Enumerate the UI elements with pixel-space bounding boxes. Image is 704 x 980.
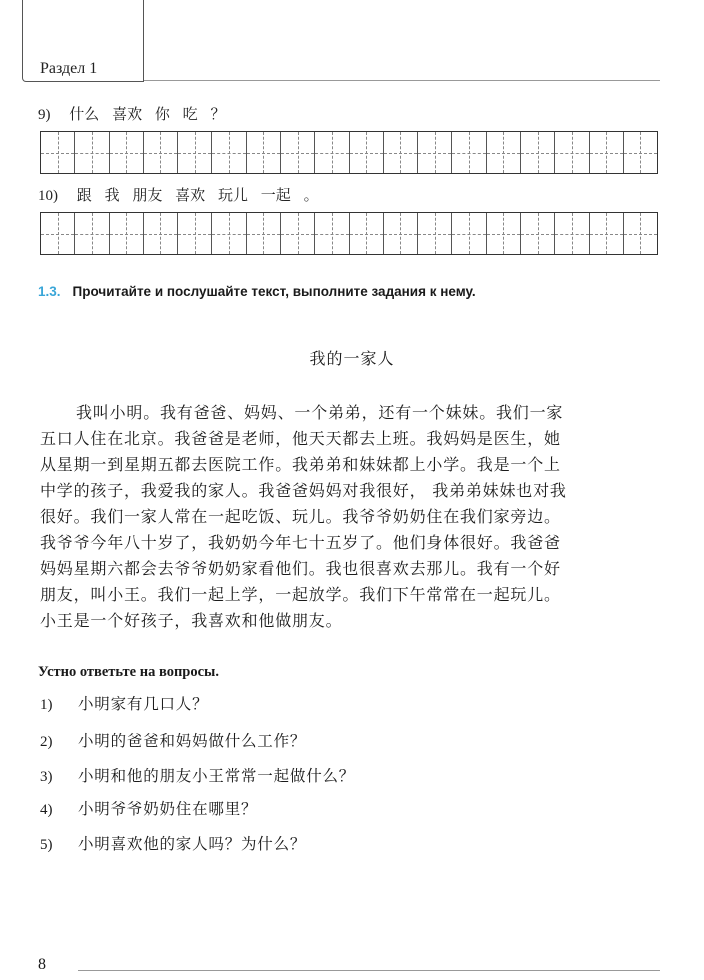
question-item xyxy=(40,832,306,854)
grid-cell[interactable] xyxy=(110,213,144,254)
exercise-number: 9) xyxy=(38,107,51,123)
word-token: 跟 xyxy=(76,186,92,204)
question-number: 3) xyxy=(40,769,53,785)
question-item xyxy=(40,692,208,714)
grid-cell[interactable] xyxy=(281,132,315,173)
task-number: 1.3. xyxy=(38,284,61,299)
word-token: 你 xyxy=(154,105,170,123)
exercise-10-prompt xyxy=(38,184,327,205)
grid-cell[interactable] xyxy=(247,132,281,173)
grid-cell[interactable] xyxy=(75,132,109,173)
passage-line: 小王是一个好孩子，我喜欢和他做朋友。 xyxy=(40,611,343,630)
grid-cell[interactable] xyxy=(452,213,486,254)
question-number: 5) xyxy=(40,837,53,853)
header-rule xyxy=(144,80,660,81)
footer-rule xyxy=(78,970,660,971)
question-item xyxy=(40,764,355,786)
task-heading xyxy=(38,284,476,299)
grid-cell[interactable] xyxy=(590,132,624,173)
word-token: 。 xyxy=(303,186,319,204)
page-number: 8 xyxy=(38,956,46,973)
passage-title: 我的一家人 xyxy=(309,349,395,368)
grid-cell[interactable] xyxy=(41,132,75,173)
grid-cell[interactable] xyxy=(418,132,452,173)
grid-cell[interactable] xyxy=(178,213,212,254)
grid-cell[interactable] xyxy=(590,213,624,254)
grid-cell[interactable] xyxy=(315,132,349,173)
word-token: 吃 xyxy=(182,105,198,123)
word-token: 喜欢 xyxy=(175,186,206,204)
word-token: 朋友 xyxy=(132,186,163,204)
question-item xyxy=(40,729,306,751)
writing-grid-9[interactable] xyxy=(40,131,658,174)
question-number: 4) xyxy=(40,802,53,818)
grid-cell[interactable] xyxy=(350,213,384,254)
question-number: 1) xyxy=(40,697,53,713)
writing-grid-10[interactable] xyxy=(40,212,658,255)
passage-line: 五口人住在北京。我爸爸是老师，他天天都去上班。我妈妈是医生，她 xyxy=(40,429,561,448)
grid-cell[interactable] xyxy=(555,213,589,254)
grid-cell[interactable] xyxy=(350,132,384,173)
question-text: 小明喜欢他的家人吗？为什么？ xyxy=(78,835,307,853)
grid-cell[interactable] xyxy=(110,132,144,173)
grid-cell[interactable] xyxy=(178,132,212,173)
passage-line: 我爷爷今年八十岁了，我奶奶今年七十五岁了。他们身体很好。我爸爸 xyxy=(40,533,561,552)
grid-cell[interactable] xyxy=(624,132,657,173)
word-token: 我 xyxy=(104,186,120,204)
grid-cell[interactable] xyxy=(624,213,657,254)
grid-cell[interactable] xyxy=(144,132,178,173)
word-token: 玩儿 xyxy=(217,186,248,204)
question-text: 小明家有几口人？ xyxy=(78,695,209,713)
grid-cell[interactable] xyxy=(144,213,178,254)
exercise-9-prompt xyxy=(38,103,233,124)
questions-heading: Устно ответьте на вопросы. xyxy=(38,664,219,680)
section-label: Раздел 1 xyxy=(40,60,98,77)
grid-cell[interactable] xyxy=(384,132,418,173)
grid-cell[interactable] xyxy=(212,132,246,173)
question-item xyxy=(40,797,257,819)
grid-cell[interactable] xyxy=(41,213,75,254)
passage-line: 中学的孩子，我爱我的家人。我爸爸妈妈对我很好， 我弟弟妹妹也对我 xyxy=(40,481,567,500)
question-number: 2) xyxy=(40,734,53,750)
word-token: 一起 xyxy=(260,186,291,204)
grid-cell[interactable] xyxy=(281,213,315,254)
grid-cell[interactable] xyxy=(487,213,521,254)
grid-cell[interactable] xyxy=(384,213,418,254)
grid-cell[interactable] xyxy=(75,213,109,254)
exercise-number: 10) xyxy=(38,188,58,204)
grid-cell[interactable] xyxy=(315,213,349,254)
passage-line: 我叫小明。我有爸爸、妈妈、一个弟弟，还有一个妹妹。我们一家 xyxy=(76,403,564,422)
question-text: 小明的爸爸和妈妈做什么工作？ xyxy=(78,732,307,750)
grid-cell[interactable] xyxy=(555,132,589,173)
word-token: ？ xyxy=(210,105,226,123)
grid-cell[interactable] xyxy=(247,213,281,254)
grid-cell[interactable] xyxy=(452,132,486,173)
task-instruction: Прочитайте и послушайте текст, выполните задания к нему. xyxy=(72,284,476,299)
grid-cell[interactable] xyxy=(521,213,555,254)
question-text: 小明爷爷奶奶住在哪里？ xyxy=(78,800,258,818)
grid-cell[interactable] xyxy=(418,213,452,254)
passage-line: 妈妈星期六都会去爷爷奶奶家看他们。我也很喜欢去那儿。我有一个好 xyxy=(40,559,561,578)
word-token: 什么 xyxy=(69,105,100,123)
word-token: 喜欢 xyxy=(112,105,143,123)
passage-line: 从星期一到星期五都去医院工作。我弟弟和妹妹都上小学。我是一个上 xyxy=(40,455,561,474)
grid-cell[interactable] xyxy=(212,213,246,254)
passage-line: 朋友，叫小王。我们一起上学，一起放学。我们下午常常在一起玩儿。 xyxy=(40,585,561,604)
passage-line: 很好。我们一家人常在一起吃饭、玩儿。我爷爷奶奶住在我们家旁边。 xyxy=(40,507,561,526)
grid-cell[interactable] xyxy=(487,132,521,173)
grid-cell[interactable] xyxy=(521,132,555,173)
question-text: 小明和他的朋友小王常常一起做什么？ xyxy=(78,767,356,785)
